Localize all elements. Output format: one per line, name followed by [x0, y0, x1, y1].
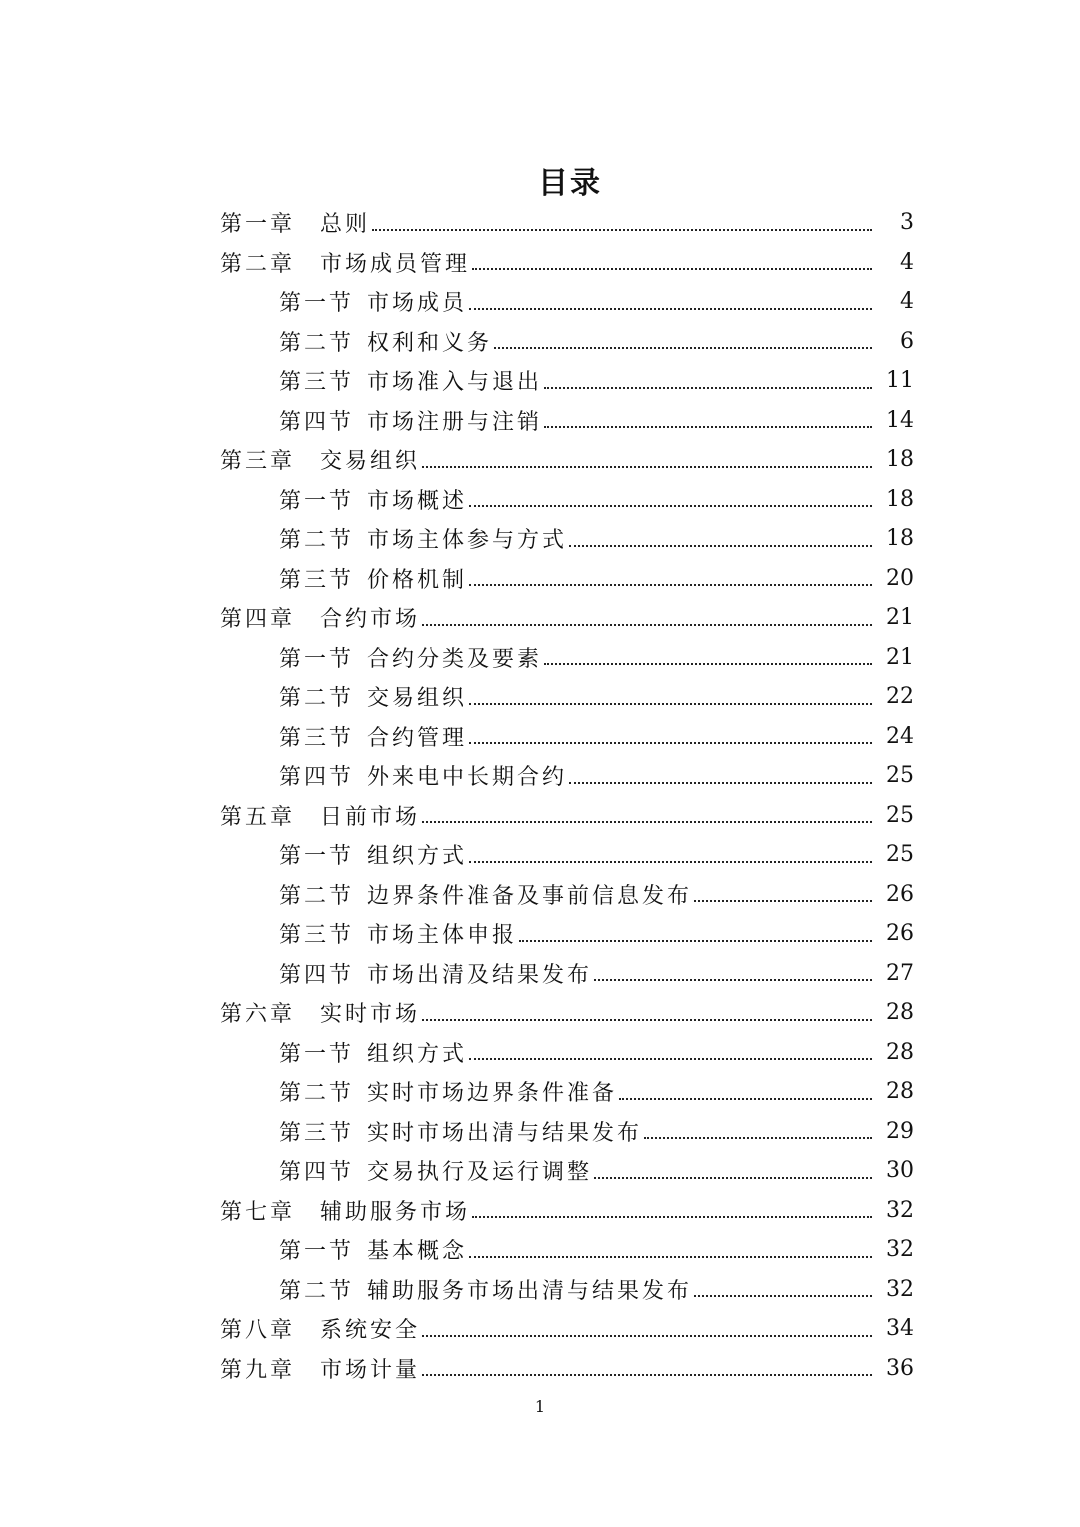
- toc-entry-page: 34: [886, 1316, 914, 1342]
- dot-leader: [694, 900, 872, 902]
- toc-entry-title: 边界条件准备及事前信息发布: [367, 883, 693, 909]
- toc-entry-number: 第二节: [279, 1081, 355, 1107]
- toc-entry-number: 第二节: [279, 528, 355, 554]
- toc-entry-title: 实时市场边界条件准备: [367, 1081, 618, 1107]
- toc-section-entry[interactable]: [0, 1033, 1080, 1073]
- toc-entry-title: 外来电中长期合约: [367, 765, 568, 791]
- toc-entry-page: 26: [886, 881, 914, 907]
- dot-leader: [422, 1374, 872, 1376]
- toc-entry-number: 第一节: [279, 844, 355, 870]
- toc-entry-number: 第四章: [220, 607, 296, 633]
- toc-entry-number: 第九章: [220, 1357, 296, 1383]
- toc-entry-title: 辅助服务市场出清与结果发布: [367, 1278, 693, 1304]
- toc-entry-number: 第三节: [279, 725, 355, 751]
- toc-entry-title: 系统安全: [320, 1318, 421, 1344]
- dot-leader: [469, 1256, 872, 1258]
- toc-chapter-entry[interactable]: [0, 243, 1080, 283]
- toc-entry-title: 市场主体参与方式: [367, 528, 568, 554]
- toc-entry-page: 4: [900, 289, 914, 315]
- toc-entry-page: 6: [900, 328, 914, 354]
- dot-leader: [422, 1019, 872, 1021]
- toc-entry-number: 第四节: [279, 765, 355, 791]
- dot-leader: [469, 703, 872, 705]
- toc-entry-title: 组织方式: [367, 1041, 468, 1067]
- dot-leader: [594, 979, 872, 981]
- dot-leader: [422, 466, 872, 468]
- toc-entry-number: 第三节: [279, 567, 355, 593]
- toc-entry-title: 日前市场: [320, 804, 421, 830]
- toc-entry-title: 基本概念: [367, 1239, 468, 1265]
- toc-entry-page: 4: [900, 249, 914, 275]
- toc-entry-page: 28: [886, 1039, 914, 1065]
- toc-entry-page: 22: [886, 684, 914, 710]
- dot-leader: [469, 861, 872, 863]
- toc-entry-page: 24: [886, 723, 914, 749]
- toc-entry-page: 21: [886, 644, 914, 670]
- page-number: 1: [534, 1397, 546, 1416]
- toc-entry-number: 第三节: [279, 923, 355, 949]
- toc-chapter-entry[interactable]: [0, 796, 1080, 836]
- toc-entry-page: 14: [886, 407, 914, 433]
- toc-entry-title: 市场计量: [320, 1357, 421, 1383]
- toc-entry-title: 交易组织: [367, 686, 468, 712]
- toc-section-entry[interactable]: [0, 361, 1080, 401]
- toc-entry-page: 25: [886, 763, 914, 789]
- toc-entry-title: 市场成员管理: [320, 251, 471, 277]
- toc-section-entry[interactable]: [0, 954, 1080, 994]
- toc-entry-number: 第三章: [220, 449, 296, 475]
- toc-entry-page: 36: [886, 1355, 914, 1381]
- toc-section-entry[interactable]: [0, 1151, 1080, 1191]
- toc-entry-number: 第二节: [279, 330, 355, 356]
- dot-leader: [519, 940, 872, 942]
- toc-entry-page: 18: [886, 447, 914, 473]
- toc-entry-page: 25: [886, 842, 914, 868]
- toc-entry-number: 第一节: [279, 1041, 355, 1067]
- toc-section-entry[interactable]: [0, 480, 1080, 520]
- dot-leader: [569, 545, 872, 547]
- toc-section-entry[interactable]: [0, 677, 1080, 717]
- toc-entry-number: 第七章: [220, 1199, 296, 1225]
- dot-leader: [544, 663, 872, 665]
- toc-section-entry[interactable]: [0, 717, 1080, 757]
- toc-entry-number: 第二节: [279, 883, 355, 909]
- toc-entry-page: 18: [886, 526, 914, 552]
- toc-entry-page: 30: [886, 1158, 914, 1184]
- table-of-contents: [0, 203, 1080, 1388]
- toc-section-entry[interactable]: [0, 401, 1080, 441]
- toc-entry-number: 第二节: [279, 1278, 355, 1304]
- toc-section-entry[interactable]: [0, 322, 1080, 362]
- dot-leader: [619, 1098, 872, 1100]
- toc-entry-number: 第六章: [220, 1002, 296, 1028]
- toc-entry-title: 实时市场出清与结果发布: [367, 1120, 643, 1146]
- toc-chapter-entry[interactable]: [0, 1309, 1080, 1349]
- dot-leader: [469, 742, 872, 744]
- toc-entry-number: 第三节: [279, 1120, 355, 1146]
- toc-entry-title: 市场主体申报: [367, 923, 518, 949]
- dot-leader: [422, 821, 872, 823]
- toc-entry-title: 交易执行及运行调整: [367, 1160, 593, 1186]
- dot-leader: [472, 1216, 872, 1218]
- toc-entry-title: 组织方式: [367, 844, 468, 870]
- toc-entry-page: 32: [886, 1276, 914, 1302]
- toc-entry-title: 总则: [320, 212, 371, 238]
- toc-entry-page: 11: [886, 368, 914, 394]
- toc-section-entry[interactable]: [0, 835, 1080, 875]
- toc-entry-number: 第四节: [279, 409, 355, 435]
- toc-entry-title: 市场注册与注销: [367, 409, 543, 435]
- dot-leader: [372, 229, 872, 231]
- toc-entry-page: 26: [886, 921, 914, 947]
- toc-entry-title: 交易组织: [320, 449, 421, 475]
- toc-section-entry[interactable]: [0, 914, 1080, 954]
- toc-entry-title: 市场出清及结果发布: [367, 962, 593, 988]
- toc-entry-number: 第一章: [220, 212, 296, 238]
- toc-chapter-entry[interactable]: [0, 993, 1080, 1033]
- toc-section-entry[interactable]: [0, 1270, 1080, 1310]
- toc-entry-title: 合约市场: [320, 607, 421, 633]
- toc-entry-title: 权利和义务: [367, 330, 493, 356]
- dot-leader: [644, 1137, 872, 1139]
- toc-entry-title: 价格机制: [367, 567, 468, 593]
- toc-entry-number: 第二节: [279, 686, 355, 712]
- toc-entry-title: 合约分类及要素: [367, 646, 543, 672]
- toc-entry-title: 市场成员: [367, 291, 468, 317]
- toc-section-entry[interactable]: [0, 282, 1080, 322]
- toc-entry-page: 18: [886, 486, 914, 512]
- toc-entry-page: 3: [900, 210, 914, 236]
- toc-entry-page: 20: [886, 565, 914, 591]
- toc-section-entry[interactable]: [0, 1112, 1080, 1152]
- toc-entry-number: 第四节: [279, 1160, 355, 1186]
- toc-entry-page: 21: [886, 605, 914, 631]
- toc-entry-title: 辅助服务市场: [320, 1199, 471, 1225]
- toc-section-entry[interactable]: [0, 756, 1080, 796]
- toc-entry-title: 市场准入与退出: [367, 370, 543, 396]
- toc-section-entry[interactable]: [0, 1230, 1080, 1270]
- toc-section-entry[interactable]: [0, 638, 1080, 678]
- dot-leader: [694, 1295, 872, 1297]
- dot-leader: [469, 505, 872, 507]
- toc-entry-page: 29: [886, 1118, 914, 1144]
- dot-leader: [422, 624, 872, 626]
- toc-entry-title: 市场概述: [367, 488, 468, 514]
- dot-leader: [569, 782, 872, 784]
- dot-leader: [469, 1058, 872, 1060]
- toc-section-entry[interactable]: [0, 519, 1080, 559]
- toc-chapter-entry[interactable]: [0, 440, 1080, 480]
- toc-entry-page: 32: [886, 1237, 914, 1263]
- toc-entry-number: 第一节: [279, 646, 355, 672]
- dot-leader: [544, 426, 872, 428]
- dot-leader: [469, 584, 872, 586]
- toc-entry-number: 第五章: [220, 804, 296, 830]
- toc-entry-page: 28: [886, 1079, 914, 1105]
- dot-leader: [594, 1177, 872, 1179]
- toc-chapter-entry[interactable]: [0, 598, 1080, 638]
- toc-entry-number: 第二章: [220, 251, 296, 277]
- dot-leader: [544, 387, 872, 389]
- toc-entry-page: 28: [886, 1000, 914, 1026]
- toc-entry-title: 实时市场: [320, 1002, 421, 1028]
- toc-entry-number: 第一节: [279, 291, 355, 317]
- toc-chapter-entry[interactable]: [0, 1349, 1080, 1389]
- toc-section-entry[interactable]: [0, 559, 1080, 599]
- toc-entry-number: 第一节: [279, 1239, 355, 1265]
- toc-entry-number: 第一节: [279, 488, 355, 514]
- toc-entry-page: 25: [886, 802, 914, 828]
- toc-entry-number: 第八章: [220, 1318, 296, 1344]
- toc-entry-page: 27: [886, 960, 914, 986]
- dot-leader: [422, 1335, 872, 1337]
- dot-leader: [494, 347, 872, 349]
- toc-entry-number: 第三节: [279, 370, 355, 396]
- toc-entry-page: 32: [886, 1197, 914, 1223]
- page-title: 目录: [538, 166, 602, 201]
- toc-section-entry[interactable]: [0, 875, 1080, 915]
- dot-leader: [469, 308, 872, 310]
- toc-chapter-entry[interactable]: [0, 1191, 1080, 1231]
- toc-section-entry[interactable]: [0, 1072, 1080, 1112]
- toc-entry-number: 第四节: [279, 962, 355, 988]
- toc-entry-title: 合约管理: [367, 725, 468, 751]
- toc-chapter-entry[interactable]: [0, 203, 1080, 243]
- dot-leader: [472, 268, 872, 270]
